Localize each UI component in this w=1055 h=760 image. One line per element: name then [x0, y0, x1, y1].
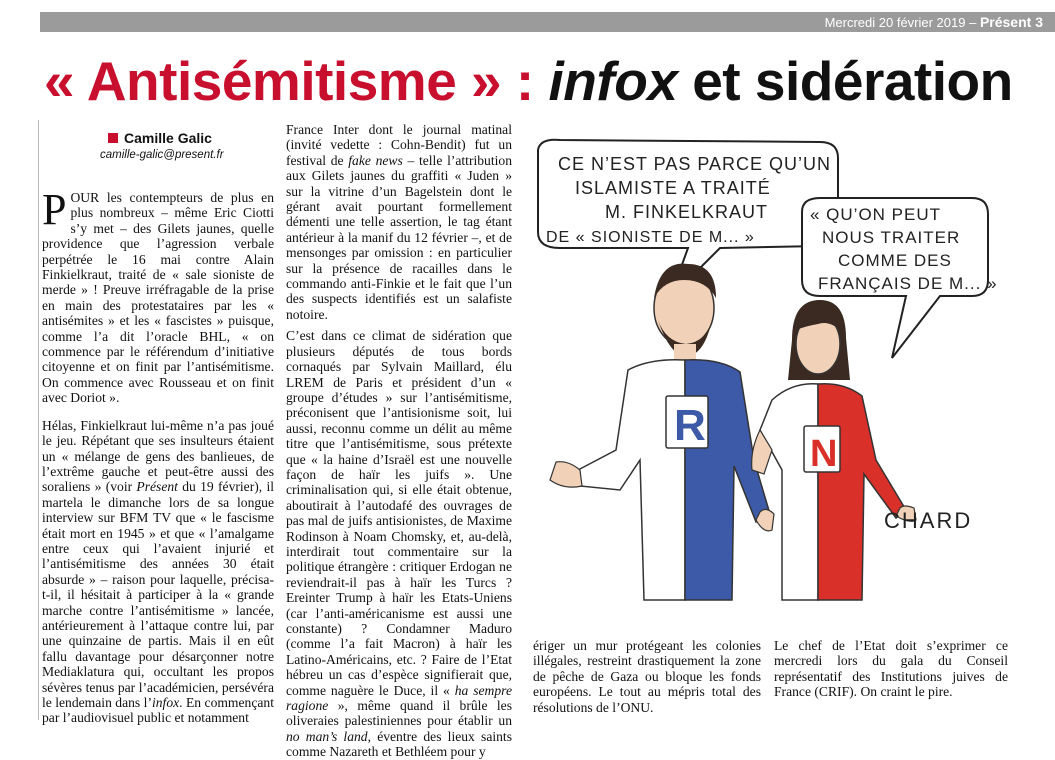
- author-email[interactable]: camille-galic@present.fr: [100, 149, 224, 161]
- article-title: [44, 48, 1013, 114]
- title-part2: infox: [548, 50, 678, 112]
- col2-p1-a: France Inter dont le journal matinal (invité vedette : Cohn-Bendit) fut un festival de: [286, 122, 512, 168]
- bubble1-line1: CE N’EST PAS PARCE QU’UN: [558, 154, 832, 174]
- column-4: [774, 638, 1008, 700]
- col1-p2-infox: infox: [151, 695, 180, 710]
- column-2: [286, 122, 512, 760]
- column-1: [42, 185, 274, 726]
- left-margin-rule: [38, 120, 39, 720]
- page-header: [825, 12, 1043, 32]
- col1-p2-c: . En commençant par l’audiovisuel public et notamment: [42, 695, 274, 726]
- col2-paragraph-1: [286, 122, 512, 322]
- header-strip: [40, 12, 1055, 32]
- title-part3: et sidération: [692, 50, 1013, 112]
- byline: [108, 130, 212, 146]
- column-3: [533, 638, 761, 715]
- bubble1-line4: DE « SIONISTE DE M... »: [546, 229, 755, 246]
- cartoon-illustration: [520, 130, 1048, 620]
- top-bar: [0, 0, 1055, 36]
- bubble2-line1: « QU’ON PEUT: [810, 205, 942, 224]
- col1-p1-text: OUR les contempteurs de plus en plus nombreux – même Eric Ciotti s’y met – des Gilets jaunes, quelle providence que l’agression verbale perpétrée le 16 mai contre Alain Finkielkraut, traité de « sale sioniste de merde » ! Preuve irréfragable de la prise en main des protestataires par les « antisémites » et les « fascistes » puisque, comme l’a dit l’oracle BHL, « on commence par le référendum d’initiative citoyenne et on finit par l’antisémitisme. On commence avec Rousseau et on finit avec Doriot ».: [42, 190, 274, 406]
- bubble1-line2: ISLAMISTE A TRAITÉ: [575, 178, 771, 198]
- bubble2-line3: COMME DES: [838, 251, 952, 270]
- col2-p2-noman: no man’s land: [286, 728, 368, 744]
- col2-p2-b: », même quand il brûle les oliveraies palestiniennes pour établir un: [286, 698, 512, 729]
- col2-p2-ha: ha sempre ragione: [286, 682, 512, 714]
- bubble2-line2: NOUS TRAITER: [822, 228, 961, 247]
- byline-square-icon: [108, 133, 118, 143]
- col1-paragraph-1: [42, 185, 274, 406]
- col2-p1-b: – telle l’attribution aux Gilets jaunes du graffiti « Juden » sur la vitrine d’un Bagelstein dont le gérant avait pourtant formellement démenti une telle assertion, le tag étant antérieur à la manif du 12 février –, et de mensonges par omission : en particulier sur la présence de racailles dans le commando anti-Finkie et le fait que l’un des suspects identifiés est un salafiste notoire.: [286, 152, 513, 322]
- author-name: Camille Galic: [124, 130, 212, 146]
- header-paper: Présent 3: [979, 14, 1043, 30]
- col4-text: Le chef de l’Etat doit s’exprimer ce mercredi lors du gala du Conseil représentatif des Institutions juives de France (CRIF). On craint le pire.: [774, 638, 1008, 700]
- col3-text: ériger un mur protégeant les colonies illégales, restreint drastiquement la zone de pêche de Gaza ou bloque les fonds européens. Le tout au mépris total des résolutions de l’ONU.: [533, 638, 761, 715]
- col1-p2-a: Hélas, Finkielkraut lui-même n’a pas joué le jeu. Répétant que ses insulteurs étaient un « mélange de gens des banlieues, de l’extrême gauche et peut-être aussi des soraliens » (voir: [42, 417, 274, 495]
- col1-p2-b: du 19 février), il martela le dimanche lors de sa longue interview sur BFM TV que « le fascisme était mort en 1945 » et que « l’amalgame entre ceux qui l’avaient injurié et l’antisémitisme des années 30 était absurde » – raison pour laquelle, précisa-t-il, il hésitait à participer à la « grande marche contre l’antisémitisme » lancée, antérieurement à l’attaque contre lui, par une quinzaine de partis. Mais il en eût fallu davantage pour désarçonner notre Mediaklatura qui, occultant les propos sévères tenus par l’académicien, persévéra le lendemain dans l’: [42, 479, 274, 710]
- letter-r: R: [674, 401, 706, 450]
- woman-figure: [752, 300, 916, 600]
- title-part1: « Antisémitisme » :: [44, 50, 534, 112]
- bubble2-line4: FRANÇAIS DE M... »: [818, 274, 998, 293]
- col2-p2-c: , éventre des lieux saints comme Nazareth et Bethléem pour y: [286, 728, 512, 760]
- col2-p2-a: C’est dans ce climat de sidération que plusieurs députés de tous bords cornaqués par Sylvain Maillard, élu LREM de Paris et président d’un « groupe d’études » sur l’antisémitisme, préconisent que l’antisionisme soit, lui aussi, reconnu comme un délit au même titre que l’antisémitisme, sous prétexte que « la haine d’Israël est une nouvelle façon de haïr les juifs ». Une criminalisation qui, si elle était obtenue, aboutirait à l’autodafé des ouvrages de pas mal de juifs antisionistes, de Maxime Rodinson à Noam Chomsky, et, au-delà, interdirait tout commentaire sur la politique étrangère : critiquer Erdogan ne reviendrait-il pas à haïr les Turcs ? Ereinter Trump à haïr les Etats-Uniens (car l’anti-américanisme est aussi une constante) ? Condamner Maduro (comme l’a fait Macron) à haïr les Latino-Américains, etc. ? Faire de l’Etat hébreu un cas d’espèce signifierait que, comme naguère le Duce, il «: [286, 328, 512, 698]
- cartoon-signature: CHARD: [884, 508, 973, 533]
- man-figure: [550, 264, 774, 600]
- bubble1-line3: M. FINKELKRAUT: [605, 202, 769, 222]
- header-date: Mercredi 20 février 2019 –: [824, 15, 977, 30]
- letter-n: N: [810, 433, 838, 475]
- col2-p1-fake: fake news: [348, 152, 403, 168]
- col1-p2-present: Présent: [136, 479, 178, 495]
- col2-paragraph-2: [286, 328, 512, 759]
- col1-paragraph-2: [42, 418, 274, 726]
- drop-cap: P: [42, 185, 67, 234]
